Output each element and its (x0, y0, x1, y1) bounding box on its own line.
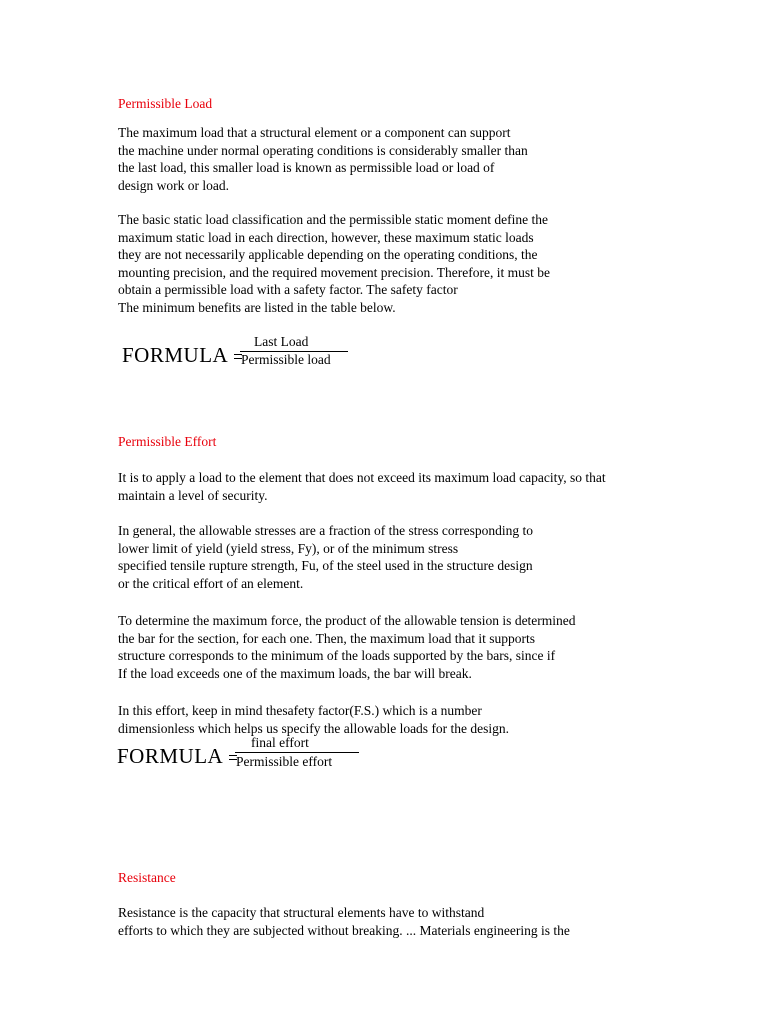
heading-permissible-effort: Permissible Effort (118, 434, 217, 449)
text-line: the machine under normal operating conditions is considerably smaller than (118, 142, 528, 158)
text-line: they are not necessarily applicable depending on the operating conditions, the (118, 247, 538, 262)
text-line: The maximum load that a structural element or a component can support (118, 125, 511, 140)
formula-label: FORMULA (122, 343, 229, 367)
paragraph-permissible-load-2 (118, 211, 550, 316)
formula-permissible-load (122, 334, 362, 374)
text-line: maintain a level of security. (118, 487, 268, 503)
text-line: To determine the maximum force, the product of the allowable tension is determined (118, 613, 576, 628)
text-line: efforts to which they are subjected without breaking. ... Materials engineering is the (118, 922, 570, 938)
fraction-denominator: Permissible effort (236, 754, 333, 769)
fraction-denominator: Permissible load (241, 352, 331, 367)
paragraph-permissible-effort-1 (118, 469, 606, 504)
fraction-bar (235, 752, 359, 753)
formula-label: FORMULA (117, 744, 224, 768)
paragraph-permissible-load-1 (118, 124, 528, 194)
formula-permissible-effort (117, 736, 367, 776)
text-line: mounting precision, and the required movement precision. Therefore, it must be (118, 264, 551, 280)
fraction-numerator: final effort (251, 735, 309, 750)
paragraph-permissible-effort-2 (118, 522, 533, 592)
text-line: specified tensile rupture strength, Fu, of the steel used in the structure design (118, 558, 533, 573)
paragraph-permissible-effort-3 (118, 612, 576, 682)
text-line: the last load, this smaller load is known as permissible load or load of (118, 160, 495, 175)
text-line: the bar for the section, for each one. Then, the maximum load that it supports (118, 630, 536, 646)
heading-resistance: Resistance (118, 870, 176, 885)
text-line: structure corresponds to the minimum of the loads supported by the bars, since if (118, 648, 556, 663)
paragraph-permissible-effort-4 (118, 702, 509, 737)
text-line: dimensionless which helps us specify the allowable loads for the design. (118, 720, 510, 736)
text-line: obtain a permissible load with a safety factor. The safety factor (118, 282, 458, 297)
text-line: In this effort, keep in mind thesafety factor(F.S.) which is a number (118, 703, 482, 718)
text-line: Resistance is the capacity that structural elements have to withstand (118, 905, 485, 920)
text-line: The basic static load classification and the permissible static moment define the (118, 212, 548, 227)
text-line: If the load exceeds one of the maximum loads, the bar will break. (118, 665, 472, 681)
heading-permissible-load: Permissible Load (118, 96, 213, 111)
text-line: lower limit of yield (yield stress, Fy), or of the minimum stress (118, 540, 459, 556)
text-line: It is to apply a load to the element that does not exceed its maximum load capacity, so that (118, 470, 606, 485)
text-line: or the critical effort of an element. (118, 575, 304, 591)
text-line: maximum static load in each direction, however, these maximum static loads (118, 229, 534, 245)
text-line: In general, the allowable stresses are a fraction of the stress corresponding to (118, 523, 533, 538)
paragraph-resistance-1 (118, 904, 570, 939)
fraction-numerator: Last Load (254, 334, 309, 349)
text-line: design work or load. (118, 177, 229, 193)
text-line: The minimum benefits are listed in the table below. (118, 299, 396, 315)
